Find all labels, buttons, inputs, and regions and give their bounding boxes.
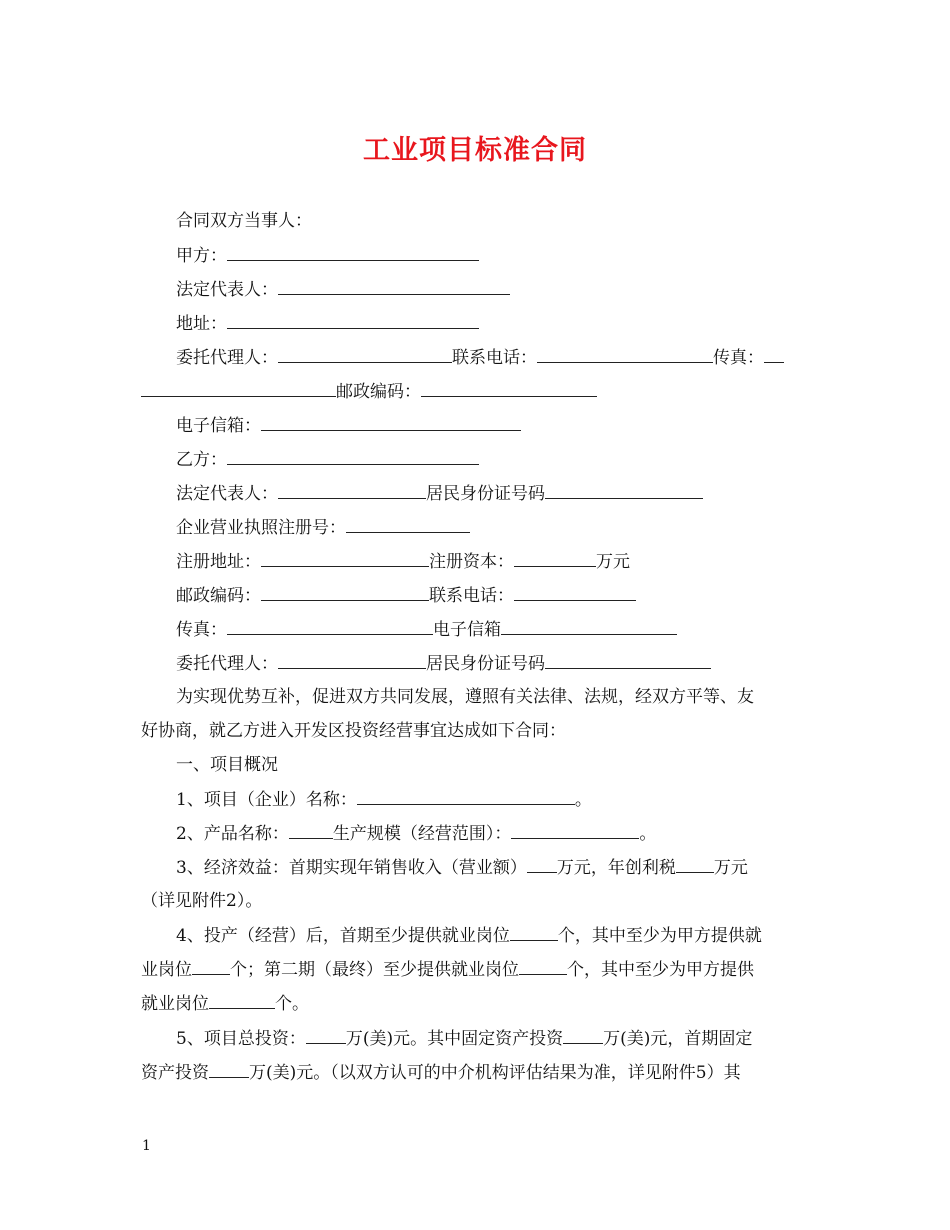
party-a-email-line: 电子信箱： [176, 414, 521, 437]
party-b-agent-blank[interactable] [278, 652, 426, 669]
party-a-fax-blank-cont[interactable] [141, 380, 336, 397]
economic-benefit-line-cont: （详见附件2）。 [141, 891, 263, 911]
party-a-address-line: 地址： [176, 312, 479, 335]
party-b-agent-line: 委托代理人： 居民身份证号码 [176, 652, 711, 675]
paragraph-line: 好协商，就乙方进入开发区投资经营事宜达成如下合同： [141, 721, 566, 741]
party-b-postcode-blank[interactable] [261, 584, 429, 601]
party-a-rep-line: 法定代表人： [176, 278, 510, 301]
annual-tax-blank[interactable] [676, 856, 714, 873]
economic-benefit-line: 3、经济效益：首期实现年销售收入（营业额） 万元，年创利税 万元 [176, 858, 748, 878]
party-b-line: 乙方： [176, 448, 479, 471]
party-a-phone-blank[interactable] [537, 346, 713, 363]
business-license-blank[interactable] [346, 516, 470, 533]
fixed-asset-phase1-blank[interactable] [209, 1061, 249, 1078]
party-a-postcode-blank[interactable] [421, 380, 597, 397]
parties-heading: 合同双方当事人： [176, 211, 312, 231]
party-a-agent-line: 委托代理人： 联系电话： 传真： [176, 346, 784, 369]
party-b-rep-line: 法定代表人： 居民身份证号码 [176, 482, 703, 505]
page-number: 1 [142, 1138, 151, 1154]
product-name-blank[interactable] [289, 822, 333, 839]
registered-capital-blank[interactable] [514, 550, 596, 567]
product-name-line: 2、产品名称： 生产规模（经营范围）： 。 [176, 824, 657, 844]
party-b-fax-line: 传真： 电子信箱 [176, 618, 677, 641]
jobs-party-a-phase2-blank[interactable] [209, 992, 275, 1009]
party-a-address-blank[interactable] [227, 312, 479, 329]
party-a-postcode-line: 邮政编码： [141, 380, 597, 403]
registered-address-line: 注册地址： 注册资本： 万元 [176, 552, 630, 572]
party-b-blank[interactable] [227, 448, 479, 465]
party-a-blank[interactable] [227, 244, 479, 261]
party-a-agent-blank[interactable] [278, 346, 452, 363]
employment-line-cont2: 就业岗位 个。 [141, 994, 309, 1014]
annual-sales-blank[interactable] [527, 856, 557, 873]
business-license-line: 企业营业执照注册号： [176, 516, 470, 539]
fixed-asset-blank[interactable] [563, 1027, 603, 1044]
jobs-phase2-blank[interactable] [519, 958, 567, 975]
page-title: 工业项目标准合同 [363, 135, 587, 166]
employment-line: 4、投产（经营）后，首期至少提供就业岗位 个，其中至少为甲方提供就 [176, 926, 762, 946]
project-name-blank[interactable] [357, 788, 575, 805]
party-b-rep-id-blank[interactable] [545, 482, 703, 499]
party-a-fax-blank[interactable] [764, 346, 784, 363]
party-a-rep-blank[interactable] [278, 278, 510, 295]
party-b-fax-blank[interactable] [227, 618, 433, 635]
party-a-email-blank[interactable] [261, 414, 521, 431]
production-scale-blank[interactable] [511, 822, 639, 839]
project-name-line: 1、项目（企业）名称： 。 [176, 790, 592, 810]
party-a-line: 甲方： [176, 244, 479, 267]
total-investment-line-cont: 资产投资 万(美)元。（以双方认可的中介机构评估结果为准，详见附件5）其 [141, 1063, 741, 1083]
employment-line-cont: 业岗位 个；第二期（最终）至少提供就业岗位 个，其中至少为甲方提供 [141, 960, 754, 980]
party-b-email-blank[interactable] [501, 618, 677, 635]
registered-address-blank[interactable] [261, 550, 429, 567]
party-b-phone-blank[interactable] [514, 584, 636, 601]
jobs-party-a-phase1-blank[interactable] [192, 958, 230, 975]
paragraph-line: 为实现优势互补，促进双方共同发展，遵照有关法律、法规，经双方平等、友 [176, 687, 754, 707]
party-b-rep-blank[interactable] [278, 482, 426, 499]
total-investment-line: 5、项目总投资： 万(美)元。其中固定资产投资 万(美)元，首期固定 [176, 1029, 753, 1049]
section-heading: 一、项目概况 [176, 755, 278, 775]
party-b-agent-id-blank[interactable] [545, 652, 711, 669]
party-b-postcode-line: 邮政编码： 联系电话： [176, 584, 636, 607]
total-investment-blank[interactable] [306, 1027, 346, 1044]
jobs-phase1-blank[interactable] [510, 924, 558, 941]
